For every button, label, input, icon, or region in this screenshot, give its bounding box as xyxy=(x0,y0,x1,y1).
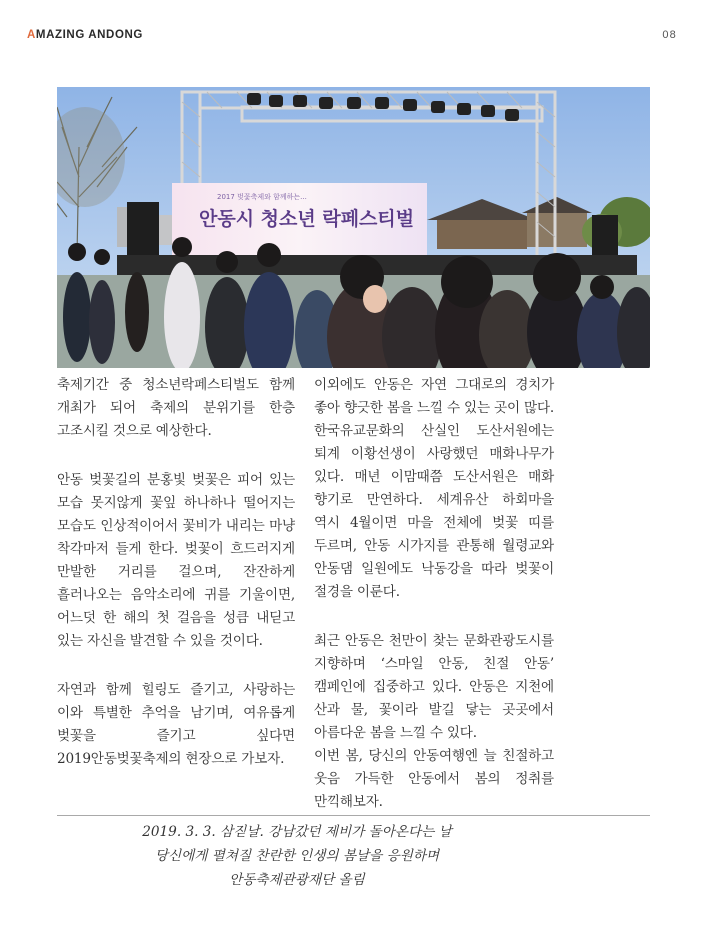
page-number: 08 xyxy=(662,29,677,41)
paragraph: 안동 벚꽃길의 분홍빛 벚꽃은 피어 있는 모습 못지않게 꽃잎 하나하나 떨어지는 모습도 인상적이어서 꽃비가 내리는 마냥 착각마저 들게 한다. 벚꽃이 흐드러지게 만발한 거리를 걸으며, 잔잔하게 흘러나오는 음악소리에 귀를 기울이면, 어느덧 한 해의 첫 걸음을 성큼 내딛고 있는 자신을 발견할 수 있을 것이다. xyxy=(57,472,295,649)
closing-divider xyxy=(57,815,650,816)
brand-name: MAZING ANDONG xyxy=(35,29,143,41)
magazine-brand xyxy=(27,29,143,41)
banner-title: 안동시 청소년 락페스티벌 xyxy=(199,208,415,230)
banner-subtitle: 2017 벚꽃축제와 함께하는... xyxy=(217,193,307,201)
paragraph: 이외에도 안동은 자연 그대로의 경치가 좋아 향긋한 봄을 느낄 수 있는 곳이 많다. 한국유교문화의 산실인 도산서원에는 퇴계 이황선생이 사랑했던 매화나무가 있다. 매년 이맘때쯤 도산서원은 매화 향기로 만연하다. 세계유산 하회마을 역시 4월이면 마을 전체에 벚꽃 띠를 두르며, 안동 시가지를 관통해 월령교와 안동댐 일원에도 낙동강을 따라 벚꽃이 절경을 이룬다. xyxy=(314,377,554,600)
paragraph: 자연과 함께 힐링도 즐기고, 사랑하는 이와 특별한 추억을 남기며, 여유롭게 벚꽃을 즐기고 싶다면 2019안동벚꽃축제의 현장으로 가보자. xyxy=(57,682,295,767)
paragraph: 축제기간 중 청소년락페스티벌도 함께 개최가 되어 축제의 분위기를 한층 고조시킬 것으로 예상한다. xyxy=(57,377,295,439)
right-text-column xyxy=(314,374,554,840)
brand-initial: A xyxy=(27,29,36,41)
left-text-column xyxy=(57,374,295,797)
festival-stage-photo xyxy=(57,87,650,368)
paragraph: 이번 봄, 당신의 안동여행엔 늘 친절하고 웃음 가득한 안동에서 봄의 정취를 만끽해보자. xyxy=(314,748,554,810)
closing-signature: 안동축제관광재단 올림 xyxy=(229,872,365,888)
closing-line: 당신에게 펼쳐질 찬란한 인생의 봄날을 응원하며 xyxy=(154,848,440,864)
closing-message xyxy=(57,820,537,892)
paragraph: 최근 안동은 천만이 찾는 문화관광도시를 지향하며 ‘스마일 안동, 친절 안동’ 캠페인에 집중하고 있다. 안동은 지천에 산과 물, 꽃이라 발길 닿는 곳곳에서 아름다운 봄을 느낄 수 있다. xyxy=(314,633,554,741)
closing-line: 2019. 3. 3. 삼짇날. 강남갔던 제비가 돌아온다는 날 xyxy=(142,824,452,840)
